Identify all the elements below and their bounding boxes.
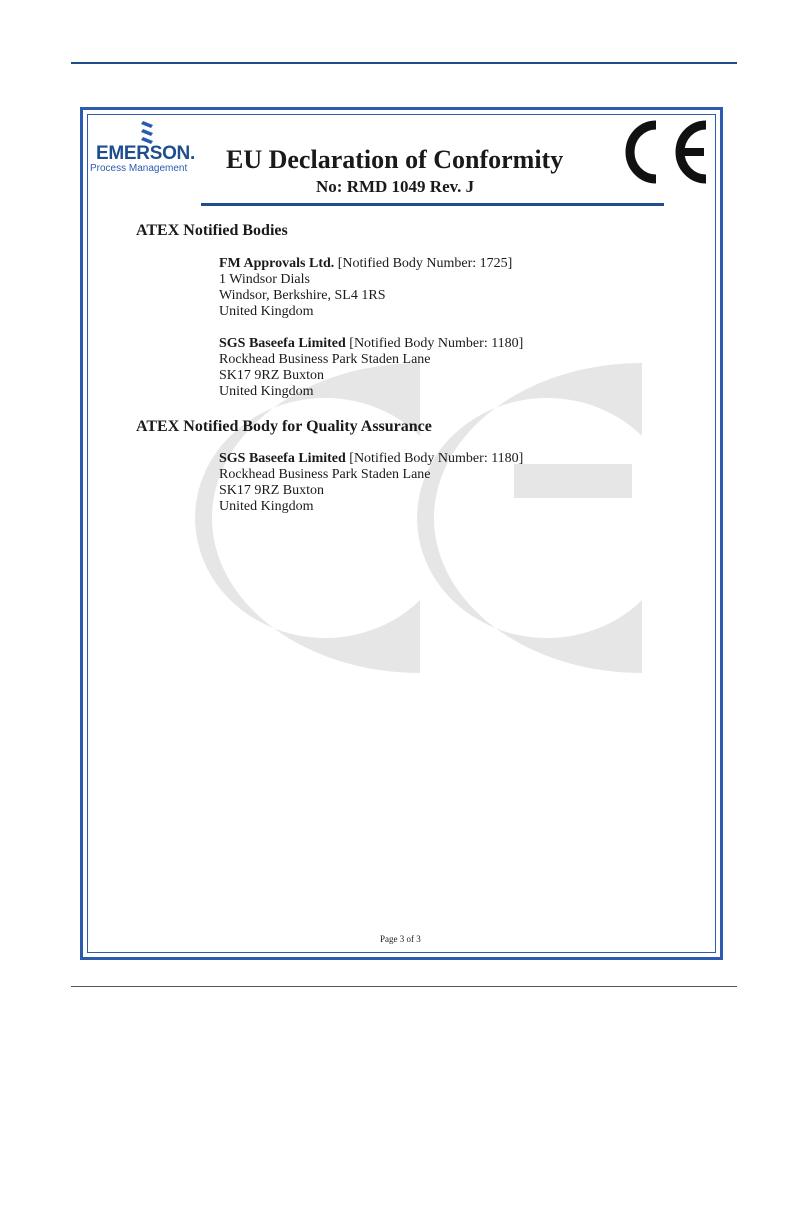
address-line: SK17 9RZ Buxton [219, 368, 325, 383]
address-line: SK17 9RZ Buxton [219, 483, 325, 498]
address-line: Windsor, Berkshire, SL4 1RS [219, 288, 386, 303]
address-line: 1 Windsor Dials [219, 272, 310, 287]
document-number: No: RMD 1049 Rev. J [316, 177, 475, 196]
notified-body-sgs-baseefa-qa [219, 451, 523, 515]
ce-mark-icon [624, 120, 714, 184]
notified-body-name: FM Approvals Ltd. [219, 256, 335, 271]
address-line: United Kingdom [219, 304, 314, 319]
bottom-rule [71, 986, 737, 987]
section-heading-quality-assurance: ATEX Notified Body for Quality Assurance [136, 418, 432, 435]
notified-body-fm-approvals [219, 256, 512, 320]
notified-body-name: SGS Baseefa Limited [219, 336, 346, 351]
notified-body-number: [Notified Body Number: 1725] [337, 256, 513, 271]
notified-body-line [219, 336, 523, 352]
section-heading-atex-notified-bodies: ATEX Notified Bodies [136, 222, 288, 239]
notified-body-name: SGS Baseefa Limited [219, 451, 346, 466]
address-line: United Kingdom [219, 499, 314, 514]
address-line: Rockhead Business Park Staden Lane [219, 352, 431, 367]
page-number: Page 3 of 3 [380, 934, 421, 944]
logo-subtitle: Process Management [90, 163, 188, 174]
notified-body-sgs-baseefa [219, 336, 523, 400]
address-line: Rockhead Business Park Staden Lane [219, 467, 431, 482]
address-line: United Kingdom [219, 384, 314, 399]
title-underline [201, 203, 664, 206]
notified-body-line [219, 256, 512, 272]
logo-wordmark: EMERSON. [96, 143, 195, 164]
notified-body-number: [Notified Body Number: 1180] [349, 451, 524, 466]
notified-body-number: [Notified Body Number: 1180] [349, 336, 524, 351]
notified-body-line [219, 451, 523, 467]
document-title: EU Declaration of Conformity [226, 145, 564, 174]
